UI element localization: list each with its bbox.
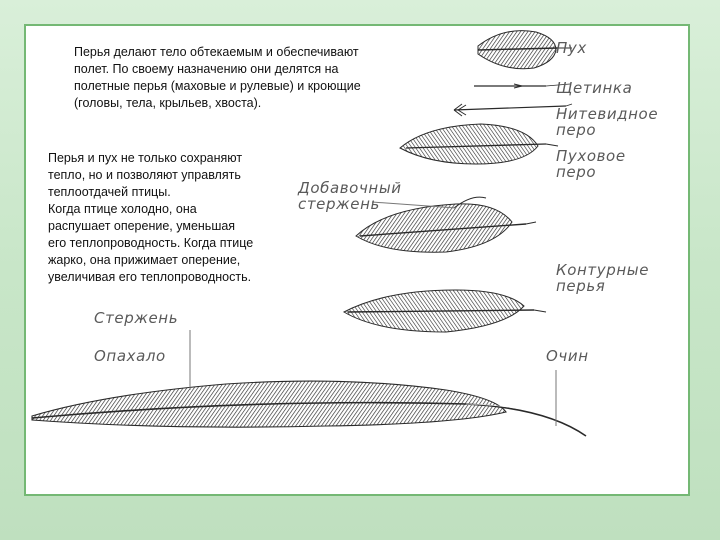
- label-down: Пух: [556, 39, 587, 57]
- label-downy-feather: [556, 148, 626, 180]
- label-line: Пуховое: [556, 147, 626, 165]
- paragraph-line: Когда птице холодно, она: [48, 202, 197, 216]
- paragraph-line: Перья и пух не только сохраняют: [48, 151, 243, 165]
- label-line: перья: [556, 277, 606, 295]
- paragraph-line: жарко, она прижимает оперение,: [48, 253, 241, 267]
- label-line: Контурные: [556, 261, 650, 279]
- label-line: стержень: [298, 195, 380, 213]
- downy-feather-drawing: [400, 124, 558, 164]
- label-filoplume: [556, 106, 658, 138]
- filoplume-drawing: [454, 104, 572, 116]
- flight-feather-drawing: [32, 381, 586, 436]
- label-calamus: Очин: [546, 347, 589, 365]
- label-contour-feathers: [556, 262, 649, 294]
- label-bristle: Щетинка: [556, 79, 633, 97]
- slide: [24, 24, 690, 496]
- label-aftershaft: [298, 180, 402, 212]
- paragraph-line: распушает оперение, уменьшая: [48, 219, 236, 233]
- label-vane: Опахало: [94, 347, 166, 365]
- paragraph-line: его теплопроводность. Когда птице: [48, 236, 254, 250]
- label-line: Добавочный: [298, 179, 402, 197]
- label-rachis: Стержень: [94, 309, 179, 327]
- paragraph-feathers-function: Перья делают тело обтекаемым и обеспечивают полет. По своему назначению они делятся на полетные перья (маховые и рулевые) и кроющие (головы, тела, крыльев, хвоста).: [74, 45, 361, 110]
- paragraph-line: увеличивая его теплопроводность.: [48, 270, 252, 284]
- label-line: перо: [556, 121, 597, 139]
- label-line: Нитевидное: [556, 105, 659, 123]
- label-line: перо: [556, 163, 597, 181]
- contour-feather-drawing: [344, 290, 546, 332]
- paragraph-line: тепло, но и позволяют управлять: [48, 168, 241, 182]
- paragraph-line: теплоотдачей птицы.: [48, 185, 171, 199]
